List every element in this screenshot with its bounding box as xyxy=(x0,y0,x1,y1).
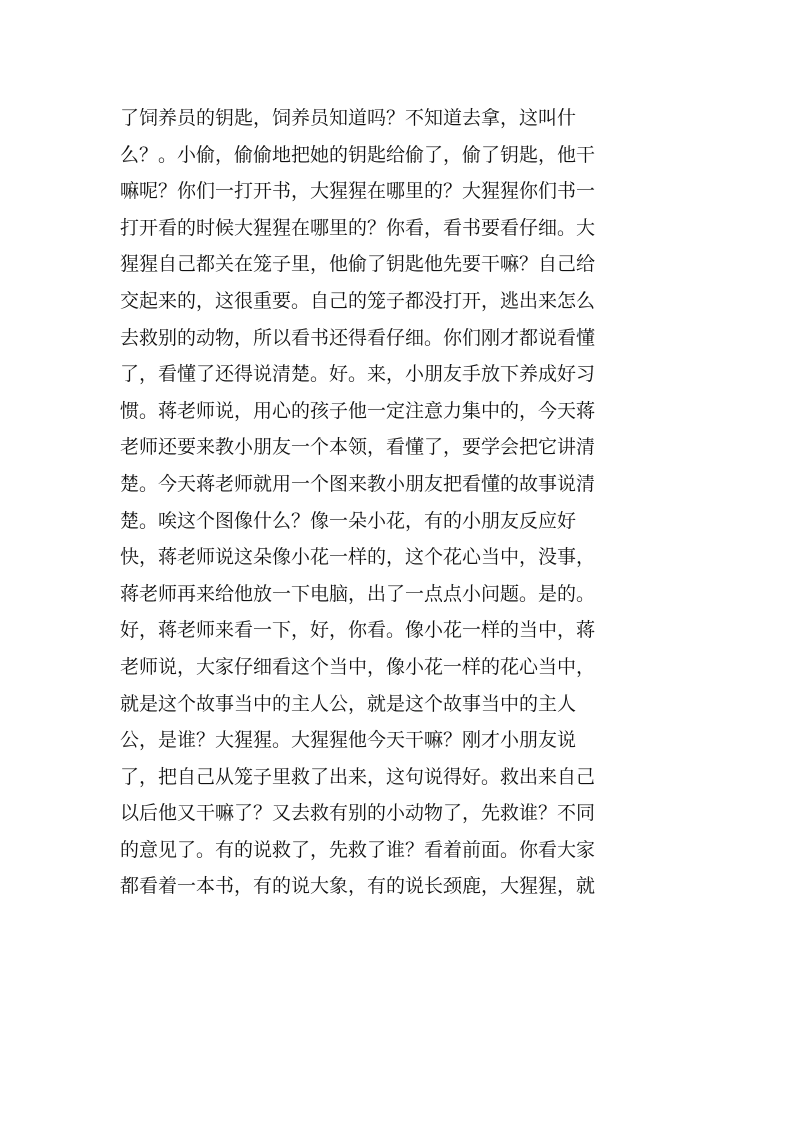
text-line-22: 都看着一本书，有的说大象，有的说长颈鹿，大猩猩，就 xyxy=(120,875,596,898)
text-line-15: 好，蒋老师来看一下，好，你看。像小花一样的当中，蒋 xyxy=(120,619,596,642)
text-line-9: 惯。蒋老师说，用心的孩子他一定注意力集中的，今天蒋 xyxy=(120,399,596,422)
text-line-5: 猩猩自己都关在笼子里，他偷了钥匙他先要干嘛？自己给 xyxy=(120,253,596,276)
text-line-4: 打开看的时候大猩猩在哪里的？你看，看书要看仔细。大 xyxy=(120,216,596,239)
text-line-21: 的意见了。有的说救了，先救了谁？看着前面。你看大家 xyxy=(120,838,596,861)
text-line-17: 就是这个故事当中的主人公，就是这个故事当中的主人 xyxy=(120,692,577,715)
text-line-19: 了，把自己从笼子里救了出来，这句说得好。救出来自己 xyxy=(120,765,596,788)
text-line-18: 公，是谁？大猩猩。大猩猩他今天干嘛？刚才小朋友说 xyxy=(120,729,577,752)
text-line-20: 以后他又干嘛了？又去救有别的小动物了，先救谁？不同 xyxy=(120,802,596,825)
text-line-1: 了饲养员的钥匙，饲养员知道吗？不知道去拿，这叫什 xyxy=(120,107,577,129)
text-line-7: 去救别的动物，所以看书还得看仔细。你们刚才都说看懂 xyxy=(120,326,596,349)
text-line-12: 楚。唉这个图像什么？像一朵小花，有的小朋友反应好 xyxy=(120,509,577,532)
text-line-6: 交起来的，这很重要。自己的笼子都没打开，逃出来怎么 xyxy=(120,289,596,312)
text-line-11: 楚。今天蒋老师就用一个图来教小朋友把看懂的故事说清 xyxy=(120,472,596,495)
text-line-2: 么？。小偷，偷偷地把她的钥匙给偷了，偷了钥匙，他干 xyxy=(120,143,596,166)
text-line-16: 老师说，大家仔细看这个当中，像小花一样的花心当中， xyxy=(120,655,596,678)
text-line-10: 老师还要来教小朋友一个本领，看懂了，要学会把它讲清 xyxy=(120,436,596,459)
text-line-3: 嘛呢？你们一打开书，大猩猩在哪里的？大猩猩你们书一 xyxy=(120,180,596,203)
text-line-13: 快，蒋老师说这朵像小花一样的，这个花心当中，没事， xyxy=(120,546,596,569)
text-line-14: 蒋老师再来给他放一下电脑，出了一点点小问题。是的。 xyxy=(120,582,596,605)
body-text xyxy=(120,100,660,905)
text-line-8: 了，看懂了还得说清楚。好。来，小朋友手放下养成好习 xyxy=(120,363,596,386)
